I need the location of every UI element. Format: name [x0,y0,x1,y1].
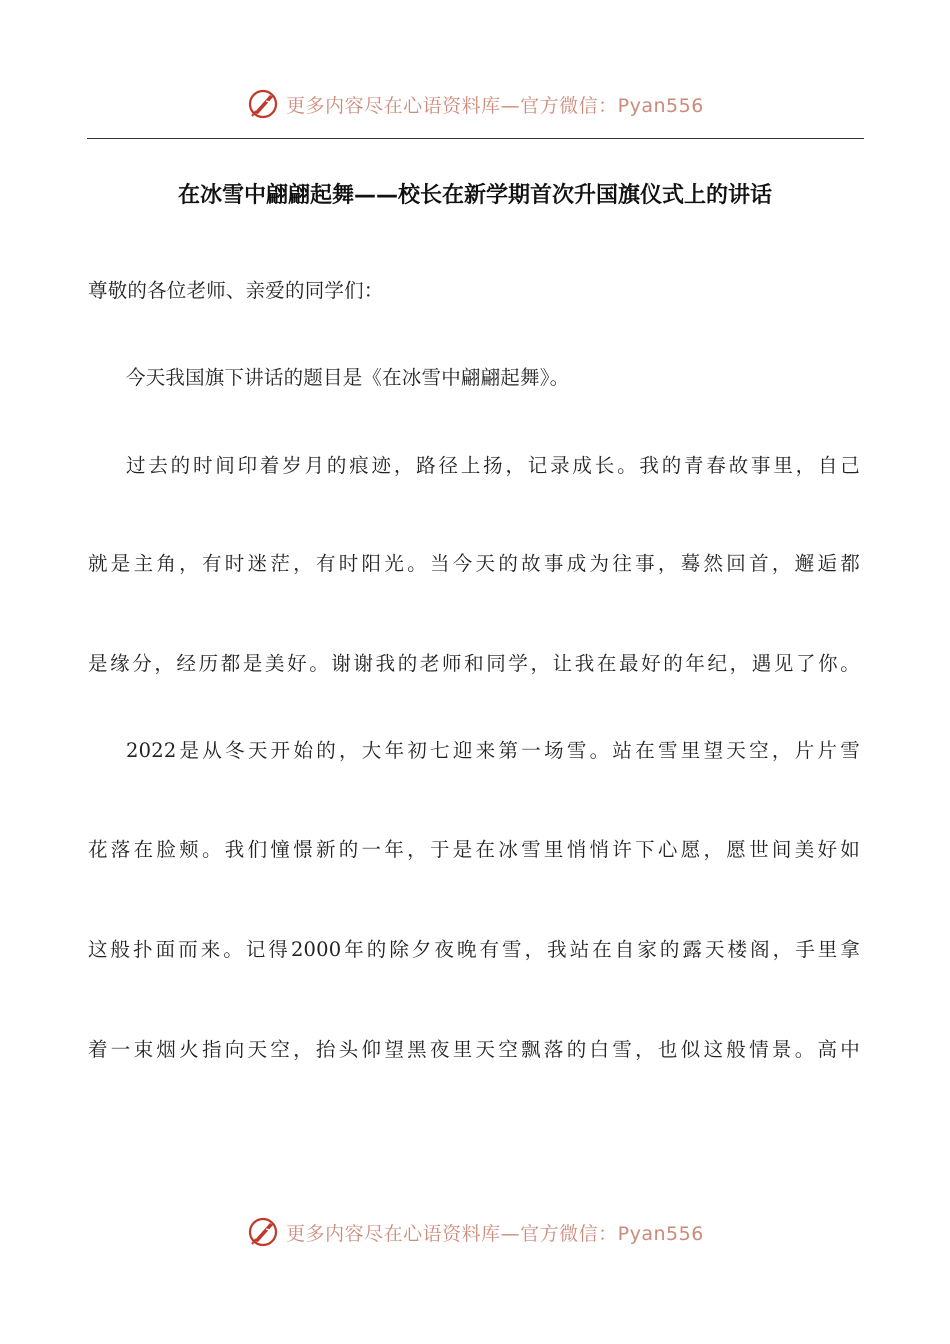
salutation: 尊敬的各位老师、亲爱的同学们： [88,279,384,302]
header-banner [0,84,950,124]
footer-banner-text: 更多内容尽在心语资料库—官方微信：Pyan556 [286,1222,704,1245]
paragraph-line: 是缘分，经历都是美好。谢谢我的老师和同学，让我在最好的年纪，遇见了你。 [88,652,860,675]
quill-pen-logo-icon [246,1215,280,1249]
paragraph-line: 今天我国旗下讲话的题目是《在冰雪中翩翩起舞》。 [126,366,570,389]
header-banner-text: 更多内容尽在心语资料库—官方微信：Pyan556 [286,94,704,117]
paragraph-line: 就是主角，有时迷茫，有时阳光。当今天的故事成为往事，蓦然回首，邂逅都 [88,552,860,575]
footer-banner [0,1212,950,1252]
paragraph-line: 着一束烟火指向天空，抬头仰望黑夜里天空飘落的白雪，也似这般情景。高中 [88,1038,860,1061]
header-divider [87,138,864,139]
paragraph-line: 这般扑面而来。记得2000年的除夕夜晚有雪，我站在自家的露天楼阁，手里拿 [88,938,860,961]
document-title: 在冰雪中翩翩起舞——校长在新学期首次升国旗仪式上的讲话 [177,183,772,208]
quill-pen-logo-icon [246,87,280,121]
paragraph-line: 花落在脸颊。我们憧憬新的一年，于是在冰雪里悄悄许下心愿，愿世间美好如 [88,838,860,861]
paragraph-line: 过去的时间印着岁月的痕迹，路径上扬，记录成长。我的青春故事里，自己 [126,454,860,477]
paragraph-line: 2022是从冬天开始的，大年初七迎来第一场雪。站在雪里望天空，片片雪 [126,739,860,762]
